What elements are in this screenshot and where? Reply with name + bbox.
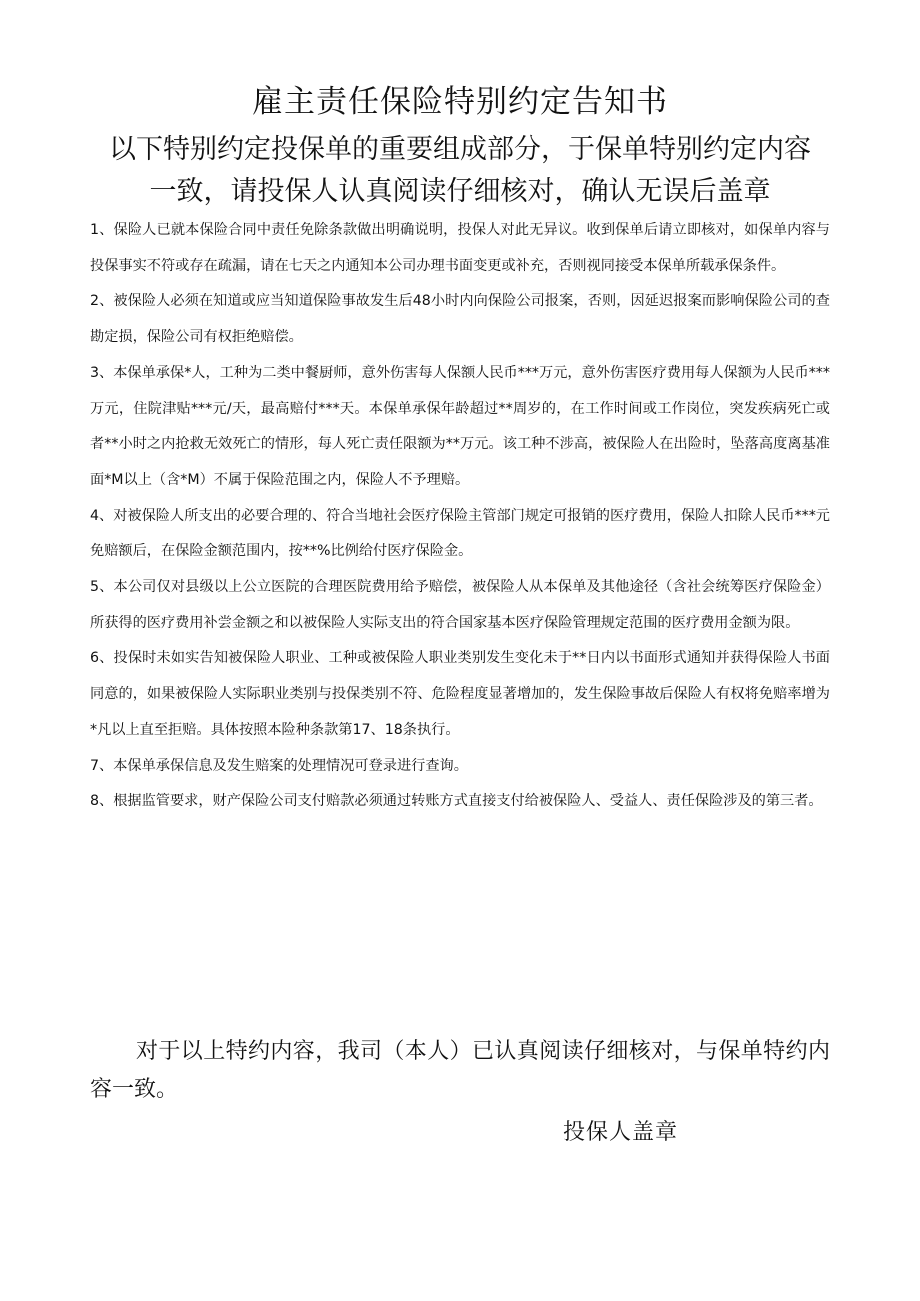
document-subtitle-line-1: 以下特别约定投保单的重要组成部分，于保单特别约定内容 [109,134,811,165]
clause-item: 8、根据监管要求，财产保险公司支付赔款必须通过转账方式直接支付给被保险人、受益人、责任保险涉及的第三者。 [90,793,823,810]
clause-item: 5、本公司仅对县级以上公立医院的合理医院费用给予赔偿，被保险人从本保单及其他途径（含社会统筹医疗保险金）所获得的医疗费用补尝金额之和以被保险人实际支出的符合国家基本医疗保险管理规定范围的医疗费用金额为限。 [90,579,830,631]
clause-item: 6、投保时未如实告知被保险人职业、工种或被保险人职业类别发生变化未于**日内以书面形式通知并获得保险人书面同意的，如果被保险人实际职业类别与投保类别不符、危险程度显著增加的，发生保险事故后保险人有权将免赔率增为*凡以上直至拒赔。具体按照本险种条款第17、18条执行。 [90,650,830,738]
document-subtitle-line-2: 一致，请投保人认真阅读仔细核对，确认无误后盖章 [149,176,771,207]
clause-item: 7、本保单承保信息及发生赔案的处理情况可登录进行查询。 [90,757,468,774]
confirmation-statement: 对于以上特约内容，我司（本人）已认真阅读仔细核对，与保单特约内容一致。 [90,1039,830,1102]
clause-item: 2、被保险人必须在知道或应当知道保险事故发生后48小时内向保险公司报案，否则，因延迟报案而影响保险公司的查勘定损，保险公司有权拒绝赔偿。 [90,293,830,346]
clause-item: 4、对被保险人所支出的必要合理的、符合当地社会医疗保险主管部门规定可报销的医疗费用，保险人扣除人民币***元免赔额后，在保险金额范围内，按**%比例给付医疗保险金。 [90,507,830,560]
clause-list [90,213,830,820]
policyholder-seal-label: 投保人盖章 [563,1120,679,1145]
clause-item: 3、本保单承保*人，工种为二类中餐厨师，意外伤害每人保额人民币***万元，意外伤害医疗费用每人保额为人民币***万元，住院津贴***元/天，最高赔付***天。本保单承保年龄超过**周岁的，在工作时间或工作岗位，突发疾病死亡或者**小时之内抢救无效死亡的情形，每人死亡责任限额为**万元。该工种不涉高，被保险人在出险时，坠落高度离基准面*M以上（含*M）不属于保险范围之内，保险人不予理赔。 [90,364,830,488]
clause-item: 1、保险人已就本保险合同中责任免除条款做出明确说明，投保人对此无异议。收到保单后请立即核对，如保单内容与投保事实不符或存在疏漏，请在七天之内通知本公司办理书面变更或补充，否则视同接受本保单所载承保条件。 [90,222,830,274]
document-title: 雇主责任保险特别约定告知书 [252,84,668,120]
